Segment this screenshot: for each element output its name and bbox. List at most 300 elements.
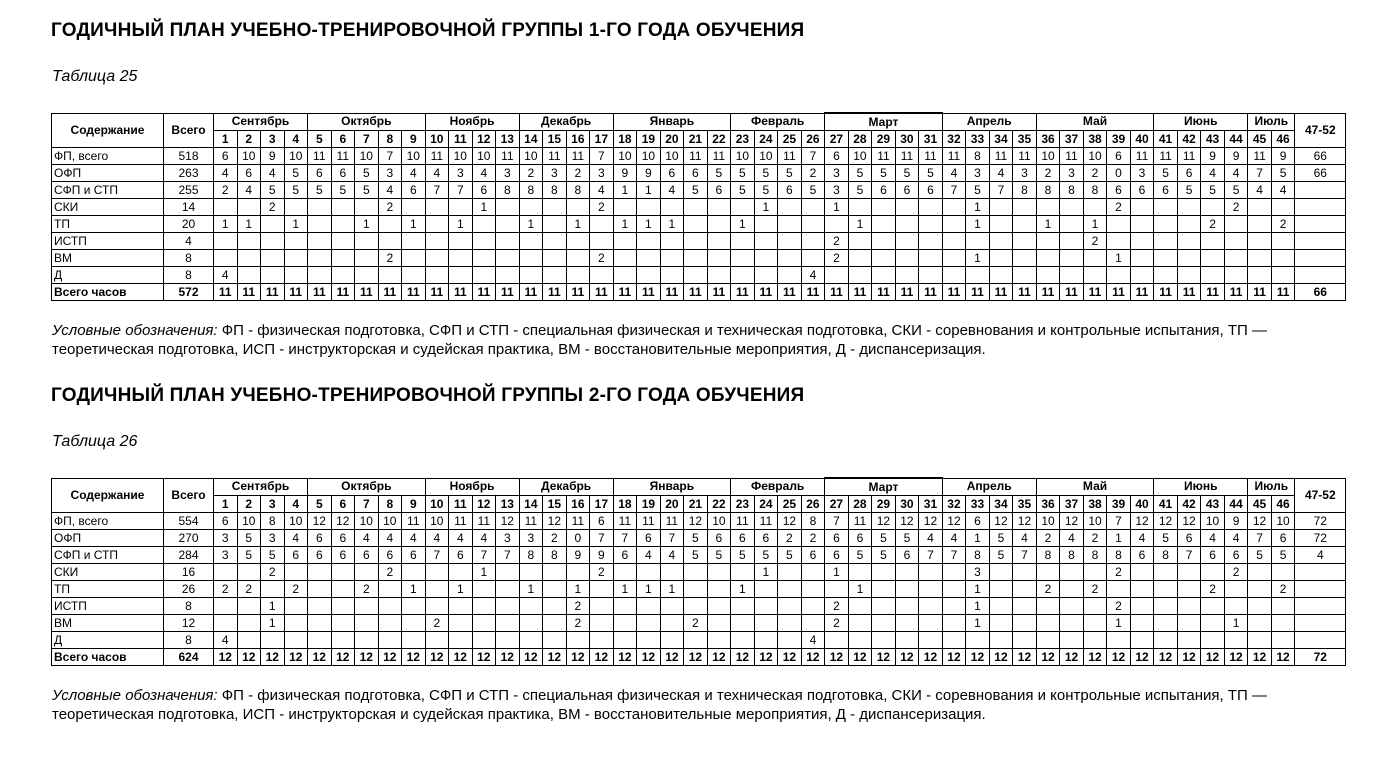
table-cell bbox=[449, 615, 473, 632]
table-cell: 11 bbox=[1036, 284, 1060, 301]
table-cell bbox=[1060, 250, 1084, 267]
table-cell bbox=[1248, 615, 1272, 632]
table-cell bbox=[754, 233, 778, 250]
table-cell: 6 bbox=[848, 530, 872, 547]
table-cell bbox=[778, 598, 802, 615]
table-cell: 10 bbox=[355, 513, 379, 530]
table-cell: 1 bbox=[966, 250, 990, 267]
table-cell bbox=[919, 564, 943, 581]
table-cell bbox=[825, 267, 849, 284]
table-cell bbox=[331, 615, 355, 632]
table-cell bbox=[1036, 199, 1060, 216]
table-cell bbox=[707, 598, 731, 615]
table-cell: 2 bbox=[566, 615, 590, 632]
table-cell bbox=[895, 250, 919, 267]
table-cell bbox=[1248, 598, 1272, 615]
table-cell: 12 bbox=[1036, 649, 1060, 666]
table-cell bbox=[308, 632, 332, 649]
table-cell: 12 bbox=[1083, 649, 1107, 666]
table-cell bbox=[1154, 581, 1178, 598]
table-cell bbox=[1271, 615, 1295, 632]
header-week: 13 bbox=[496, 496, 520, 513]
table-cell bbox=[472, 267, 496, 284]
table-cell: 2 bbox=[214, 581, 238, 598]
table-cell: 11 bbox=[754, 513, 778, 530]
table-cell bbox=[1154, 615, 1178, 632]
table-cell: 11 bbox=[214, 284, 238, 301]
table-cell: 8 bbox=[543, 547, 567, 564]
table-cell: 2 bbox=[590, 564, 614, 581]
table-cell bbox=[1177, 199, 1201, 216]
table-cell: 4 bbox=[284, 530, 308, 547]
table-cell bbox=[1248, 233, 1272, 250]
table-cell: 11 bbox=[801, 284, 825, 301]
table-cell bbox=[1060, 233, 1084, 250]
table-cell bbox=[778, 615, 802, 632]
table-cell: 4 bbox=[214, 165, 238, 182]
table-cell bbox=[331, 267, 355, 284]
table-cell: 6 bbox=[308, 165, 332, 182]
table-cell: 66 bbox=[1295, 284, 1346, 301]
table-cell: 6 bbox=[801, 547, 825, 564]
table-cell: 1 bbox=[966, 615, 990, 632]
table-cell bbox=[331, 598, 355, 615]
header-week: 1 bbox=[214, 131, 238, 148]
header-month: Май bbox=[1036, 478, 1154, 496]
table-cell: 1 bbox=[355, 216, 379, 233]
table-cell bbox=[966, 233, 990, 250]
table-cell bbox=[1107, 581, 1131, 598]
legend-text: ФП - физическая подготовка, СФП и СТП - специальная физическая и техническая подготовка, СКИ - соревнования и контрольные испытания, ТП — теоретическая подготовка, ИСП - инструкторская и судейская практика, ВМ - восстановительные мероприятия, Д - диспансеризация. bbox=[52, 322, 1267, 358]
table-cell: 6 bbox=[825, 547, 849, 564]
row-name: Д bbox=[52, 632, 164, 649]
table-cell: 7 bbox=[989, 182, 1013, 199]
table-row bbox=[52, 267, 1346, 284]
table-cell: 2 bbox=[1083, 233, 1107, 250]
table-cell bbox=[261, 216, 285, 233]
row-name: ОФП bbox=[52, 165, 164, 182]
table-cell: 6 bbox=[284, 547, 308, 564]
table-cell: 1 bbox=[966, 199, 990, 216]
table-cell bbox=[308, 615, 332, 632]
header-week: 36 bbox=[1036, 131, 1060, 148]
table-cell bbox=[1130, 199, 1154, 216]
table-cell: 11 bbox=[731, 284, 755, 301]
table-cell bbox=[284, 564, 308, 581]
table-cell bbox=[261, 632, 285, 649]
table-cell bbox=[402, 564, 426, 581]
table-cell bbox=[496, 250, 520, 267]
table-cell bbox=[1224, 250, 1248, 267]
table-cell: 5 bbox=[331, 182, 355, 199]
row-total: 4 bbox=[164, 233, 214, 250]
table-cell: 7 bbox=[1177, 547, 1201, 564]
row-name: ИСТП bbox=[52, 233, 164, 250]
table-cell bbox=[754, 581, 778, 598]
table-cell bbox=[684, 267, 708, 284]
table-cell bbox=[425, 267, 449, 284]
header-row-months bbox=[52, 113, 1346, 131]
table-cell: 12 bbox=[590, 649, 614, 666]
table-cell bbox=[566, 267, 590, 284]
table-cell: 12 bbox=[660, 649, 684, 666]
table-cell: 11 bbox=[637, 513, 661, 530]
table-cell: 1 bbox=[966, 598, 990, 615]
table-cell bbox=[402, 267, 426, 284]
table-cell bbox=[1036, 267, 1060, 284]
table-cell: 10 bbox=[707, 513, 731, 530]
table-cell bbox=[613, 250, 637, 267]
table-cell: 4 bbox=[472, 530, 496, 547]
table-cell: 1 bbox=[519, 216, 543, 233]
header-week: 16 bbox=[566, 131, 590, 148]
table-cell: 1 bbox=[754, 199, 778, 216]
table-cell: 2 bbox=[825, 615, 849, 632]
table-cell: 4 bbox=[1013, 530, 1037, 547]
row-name: Всего часов bbox=[52, 284, 164, 301]
header-week: 5 bbox=[308, 131, 332, 148]
table-cell: 7 bbox=[919, 547, 943, 564]
table-cell: 5 bbox=[989, 547, 1013, 564]
table-cell: 5 bbox=[1224, 182, 1248, 199]
table-cell bbox=[848, 250, 872, 267]
table-cell bbox=[1013, 233, 1037, 250]
table-cell: 7 bbox=[1107, 513, 1131, 530]
table-cell bbox=[825, 216, 849, 233]
table-cell bbox=[1036, 233, 1060, 250]
table-cell: 10 bbox=[519, 148, 543, 165]
table-cell: 4 bbox=[801, 632, 825, 649]
table-cell bbox=[402, 233, 426, 250]
table-cell: 12 bbox=[637, 649, 661, 666]
table-cell bbox=[284, 233, 308, 250]
table-cell bbox=[801, 250, 825, 267]
table-cell bbox=[590, 233, 614, 250]
table-cell bbox=[519, 267, 543, 284]
table-cell bbox=[731, 199, 755, 216]
table-cell: 11 bbox=[1060, 284, 1084, 301]
table-cell: 12 bbox=[1271, 649, 1295, 666]
table-cell bbox=[613, 615, 637, 632]
header-week: 43 bbox=[1201, 496, 1225, 513]
table-25-label: Таблица 25 bbox=[52, 68, 138, 85]
table-cell: 5 bbox=[895, 165, 919, 182]
table-cell: 11 bbox=[402, 513, 426, 530]
header-week: 24 bbox=[754, 496, 778, 513]
table-cell: 11 bbox=[754, 284, 778, 301]
table-cell: 11 bbox=[660, 513, 684, 530]
table-cell: 4 bbox=[378, 530, 402, 547]
table-cell: 11 bbox=[919, 284, 943, 301]
table-cell: 2 bbox=[237, 581, 261, 598]
header-week: 29 bbox=[872, 496, 896, 513]
table-cell: 5 bbox=[731, 165, 755, 182]
table-cell: 12 bbox=[284, 649, 308, 666]
table-cell bbox=[613, 233, 637, 250]
table-cell: 9 bbox=[1201, 148, 1225, 165]
table-cell bbox=[543, 267, 567, 284]
table-cell bbox=[308, 199, 332, 216]
table-cell bbox=[989, 598, 1013, 615]
table-cell bbox=[590, 267, 614, 284]
row-total: 255 bbox=[164, 182, 214, 199]
table-cell bbox=[284, 267, 308, 284]
table-cell: 8 bbox=[1036, 547, 1060, 564]
table-cell bbox=[942, 564, 966, 581]
table-cell: 5 bbox=[872, 530, 896, 547]
table-cell bbox=[1083, 199, 1107, 216]
table-cell: 5 bbox=[684, 182, 708, 199]
table-cell bbox=[308, 564, 332, 581]
table-cell bbox=[637, 199, 661, 216]
table-cell bbox=[1248, 199, 1272, 216]
legend-1 bbox=[52, 321, 1352, 359]
table-cell: 9 bbox=[613, 165, 637, 182]
table-cell: 6 bbox=[331, 530, 355, 547]
header-month: Июль bbox=[1248, 478, 1295, 496]
header-week: 9 bbox=[402, 496, 426, 513]
table-cell bbox=[402, 250, 426, 267]
table-cell bbox=[707, 564, 731, 581]
header-week: 12 bbox=[472, 131, 496, 148]
table-cell bbox=[284, 199, 308, 216]
table-row bbox=[52, 182, 1346, 199]
table-cell: 5 bbox=[284, 182, 308, 199]
header-month: Февраль bbox=[731, 113, 825, 131]
table-cell bbox=[237, 199, 261, 216]
table-cell bbox=[1295, 182, 1346, 199]
table-row bbox=[52, 165, 1346, 182]
table-cell bbox=[237, 250, 261, 267]
header-week: 37 bbox=[1060, 131, 1084, 148]
table-cell bbox=[402, 632, 426, 649]
table-cell: 5 bbox=[1201, 182, 1225, 199]
table-cell bbox=[613, 598, 637, 615]
table-cell bbox=[1036, 564, 1060, 581]
table-cell bbox=[942, 615, 966, 632]
table-cell: 1 bbox=[402, 581, 426, 598]
table-cell bbox=[613, 267, 637, 284]
table-cell bbox=[731, 615, 755, 632]
table-cell: 6 bbox=[1107, 182, 1131, 199]
table-row bbox=[52, 250, 1346, 267]
table-cell: 2 bbox=[425, 615, 449, 632]
table-cell: 11 bbox=[284, 284, 308, 301]
table-cell: 12 bbox=[496, 649, 520, 666]
table-cell bbox=[1248, 581, 1272, 598]
header-week: 26 bbox=[801, 496, 825, 513]
table-cell bbox=[566, 233, 590, 250]
table-cell bbox=[1036, 250, 1060, 267]
table-cell: 11 bbox=[472, 284, 496, 301]
header-week: 39 bbox=[1107, 131, 1131, 148]
header-week: 21 bbox=[684, 496, 708, 513]
table-cell: 12 bbox=[1154, 513, 1178, 530]
table-cell bbox=[378, 267, 402, 284]
header-week: 24 bbox=[754, 131, 778, 148]
table-cell bbox=[284, 615, 308, 632]
table-cell bbox=[237, 615, 261, 632]
table-cell: 6 bbox=[214, 148, 238, 165]
table-cell bbox=[519, 615, 543, 632]
header-week: 41 bbox=[1154, 131, 1178, 148]
table-cell: 11 bbox=[707, 148, 731, 165]
header-week: 27 bbox=[825, 131, 849, 148]
table-cell: 1 bbox=[449, 216, 473, 233]
header-week: 28 bbox=[848, 131, 872, 148]
header-week: 10 bbox=[425, 496, 449, 513]
table-cell bbox=[1013, 581, 1037, 598]
table-cell: 6 bbox=[1224, 547, 1248, 564]
table-cell bbox=[895, 615, 919, 632]
table-cell: 11 bbox=[895, 148, 919, 165]
table-cell bbox=[637, 615, 661, 632]
table-cell: 5 bbox=[731, 182, 755, 199]
table-cell: 12 bbox=[1177, 513, 1201, 530]
table-cell bbox=[684, 199, 708, 216]
table-cell bbox=[237, 598, 261, 615]
table-cell: 12 bbox=[543, 513, 567, 530]
table-cell bbox=[731, 267, 755, 284]
table-cell: 72 bbox=[1295, 513, 1346, 530]
table-cell bbox=[919, 267, 943, 284]
header-week: 23 bbox=[731, 496, 755, 513]
table-cell: 10 bbox=[1036, 513, 1060, 530]
table-cell bbox=[731, 598, 755, 615]
table-cell: 6 bbox=[590, 513, 614, 530]
table-cell bbox=[425, 581, 449, 598]
table-cell bbox=[449, 564, 473, 581]
table-cell: 3 bbox=[261, 530, 285, 547]
header-week: 2 bbox=[237, 131, 261, 148]
table-cell bbox=[543, 216, 567, 233]
header-week: 41 bbox=[1154, 496, 1178, 513]
table-cell bbox=[543, 598, 567, 615]
table-cell bbox=[1107, 233, 1131, 250]
table-cell bbox=[472, 216, 496, 233]
table-cell bbox=[1248, 216, 1272, 233]
table-cell: 9 bbox=[1224, 513, 1248, 530]
table-cell: 4 bbox=[425, 165, 449, 182]
table-cell: 10 bbox=[1083, 148, 1107, 165]
table-cell bbox=[472, 615, 496, 632]
table-cell bbox=[942, 632, 966, 649]
table-cell bbox=[331, 233, 355, 250]
header-week: 5 bbox=[308, 496, 332, 513]
table-cell: 12 bbox=[331, 513, 355, 530]
table-cell bbox=[1201, 615, 1225, 632]
header-week: 7 bbox=[355, 496, 379, 513]
table-cell: 1 bbox=[966, 216, 990, 233]
table-cell: 2 bbox=[355, 581, 379, 598]
table-cell: 11 bbox=[566, 148, 590, 165]
table-cell bbox=[801, 598, 825, 615]
header-week: 8 bbox=[378, 131, 402, 148]
table-row bbox=[52, 632, 1346, 649]
table-cell: 8 bbox=[1154, 547, 1178, 564]
table-cell bbox=[872, 250, 896, 267]
table-cell: 2 bbox=[1224, 199, 1248, 216]
table-cell: 12 bbox=[989, 513, 1013, 530]
table-cell bbox=[1013, 250, 1037, 267]
table-cell bbox=[1130, 615, 1154, 632]
table-cell: 2 bbox=[1201, 581, 1225, 598]
table-cell bbox=[308, 216, 332, 233]
table-cell bbox=[402, 598, 426, 615]
table-cell: 11 bbox=[402, 284, 426, 301]
table-cell: 7 bbox=[825, 513, 849, 530]
table-cell bbox=[425, 199, 449, 216]
table-cell: 4 bbox=[1201, 530, 1225, 547]
table-cell bbox=[1130, 564, 1154, 581]
table-cell bbox=[543, 233, 567, 250]
table-cell bbox=[331, 199, 355, 216]
header-week: 23 bbox=[731, 131, 755, 148]
table-cell bbox=[684, 216, 708, 233]
table-cell: 2 bbox=[590, 250, 614, 267]
table-cell bbox=[613, 199, 637, 216]
table-cell: 2 bbox=[825, 233, 849, 250]
table-cell: 7 bbox=[425, 547, 449, 564]
table-cell bbox=[660, 598, 684, 615]
table-cell bbox=[754, 615, 778, 632]
table-cell: 6 bbox=[707, 530, 731, 547]
table-cell bbox=[660, 233, 684, 250]
header-month: Сентябрь bbox=[214, 113, 308, 131]
table-cell: 2 bbox=[261, 564, 285, 581]
table-cell bbox=[214, 199, 238, 216]
table-cell bbox=[1013, 632, 1037, 649]
table-cell bbox=[1295, 233, 1346, 250]
table-cell bbox=[966, 267, 990, 284]
table-cell bbox=[872, 199, 896, 216]
table-cell bbox=[590, 632, 614, 649]
table-row bbox=[52, 216, 1346, 233]
table-cell: 5 bbox=[237, 547, 261, 564]
header-week: 4 bbox=[284, 496, 308, 513]
table-cell bbox=[425, 250, 449, 267]
table-cell: 2 bbox=[590, 199, 614, 216]
table-cell bbox=[449, 632, 473, 649]
table-cell: 11 bbox=[1107, 284, 1131, 301]
table-cell bbox=[848, 564, 872, 581]
table-cell bbox=[872, 581, 896, 598]
header-week: 11 bbox=[449, 131, 473, 148]
table-cell bbox=[1154, 250, 1178, 267]
legend-2 bbox=[52, 686, 1352, 724]
table-cell bbox=[1295, 632, 1346, 649]
table-cell bbox=[1036, 632, 1060, 649]
table-cell: 4 bbox=[1201, 165, 1225, 182]
table-cell: 7 bbox=[1248, 165, 1272, 182]
table-cell: 8 bbox=[519, 547, 543, 564]
table-cell: 11 bbox=[989, 148, 1013, 165]
row-name: СФП и СТП bbox=[52, 182, 164, 199]
table-cell bbox=[543, 250, 567, 267]
table-cell: 11 bbox=[543, 148, 567, 165]
table-cell: 6 bbox=[919, 182, 943, 199]
table-cell: 12 bbox=[989, 649, 1013, 666]
table-row bbox=[52, 199, 1346, 216]
table-cell bbox=[778, 250, 802, 267]
table-cell: 11 bbox=[684, 284, 708, 301]
header-content: Содержание bbox=[52, 113, 164, 148]
table-cell: 1 bbox=[237, 216, 261, 233]
header-week: 42 bbox=[1177, 131, 1201, 148]
table-row bbox=[52, 581, 1346, 598]
table-cell bbox=[848, 199, 872, 216]
table-cell bbox=[707, 216, 731, 233]
